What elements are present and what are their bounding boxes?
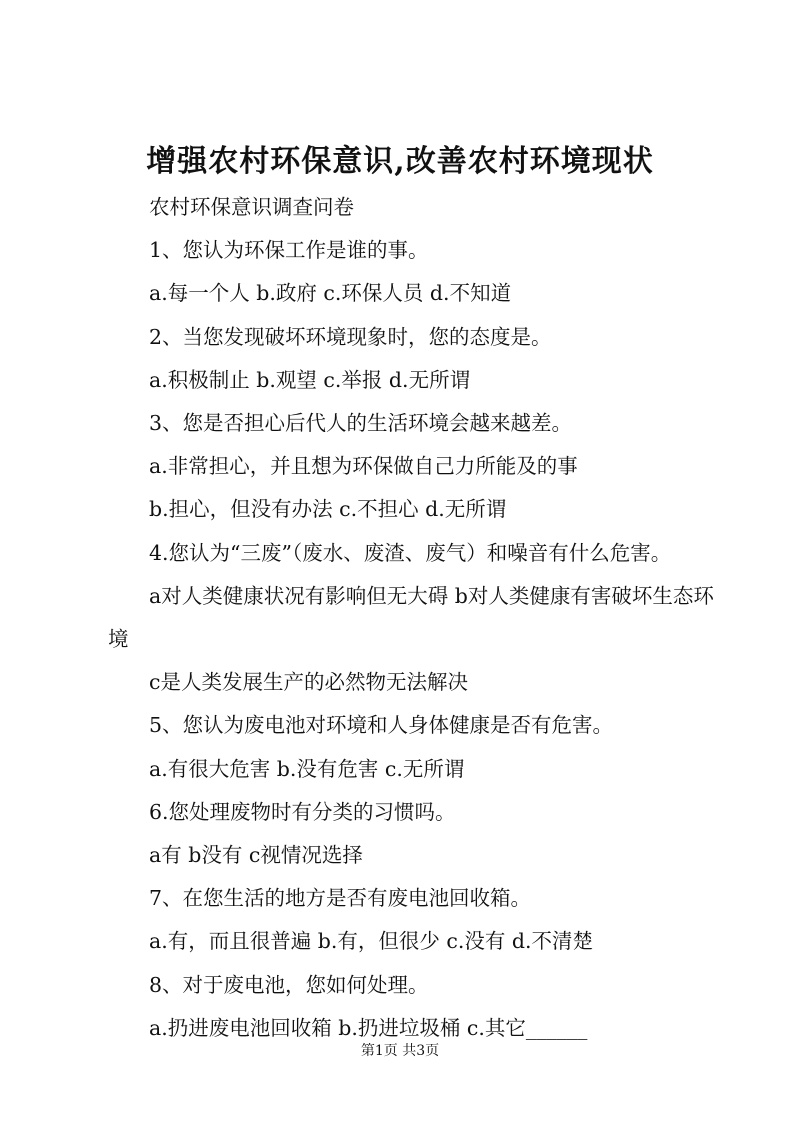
document-body — [108, 186, 718, 1050]
answer-options-4ab: a对人类健康状况有影响但无大碍 b对人类健康有害破坏生态环境 — [108, 583, 714, 652]
question-3: 3、您是否担心后代人的生活环境会越来越差。 — [149, 411, 573, 436]
survey-heading: 农村环保意识调查问卷 — [149, 195, 354, 219]
answer-options-8: a.扔进废电池回收箱 b.扔进垃圾桶 c.其它______ — [149, 1015, 588, 1040]
answer-options-2: a.积极制止 b.观望 c.举报 d.无所谓 — [149, 367, 471, 392]
question-6: 6.您处理废物时有分类的习惯吗。 — [149, 799, 456, 824]
answer-options-5: a.有很大危害 b.没有危害 c.无所谓 — [149, 756, 465, 781]
question-7: 7、在您生活的地方是否有废电池回收箱。 — [149, 886, 532, 911]
answer-options-6: a有 b没有 c视情况选择 — [149, 843, 363, 868]
question-4: 4.您认为“三废”（废水、废渣、废气）和噪音有什么危害。 — [149, 540, 672, 565]
question-8: 8、对于废电池，您如何处理。 — [149, 972, 429, 997]
answer-options-3b: b.担心，但没有办法 c.不担心 d.无所谓 — [149, 497, 507, 522]
page-number: 第1页 共3页 — [360, 1043, 440, 1059]
answer-options-3a: a.非常担心，并且想为环保做自己力所能及的事 — [149, 454, 578, 479]
question-1: 1、您认为环保工作是谁的事。 — [149, 238, 429, 263]
answer-options-1: a.每一个人 b.政府 c.环保人员 d.不知道 — [149, 281, 512, 306]
answer-options-4c: c是人类发展生产的必然物无法解决 — [149, 670, 468, 695]
question-2: 2、当您发现破坏环境现象时，您的态度是。 — [149, 324, 552, 349]
answer-options-7: a.有，而且很普遍 b.有，但很少 c.没有 d.不清楚 — [149, 929, 594, 954]
question-5: 5、您认为废电池对环境和人身体健康是否有危害。 — [149, 713, 614, 738]
document-title: 增强农村环保意识,改善农村环境现状 — [146, 144, 654, 179]
